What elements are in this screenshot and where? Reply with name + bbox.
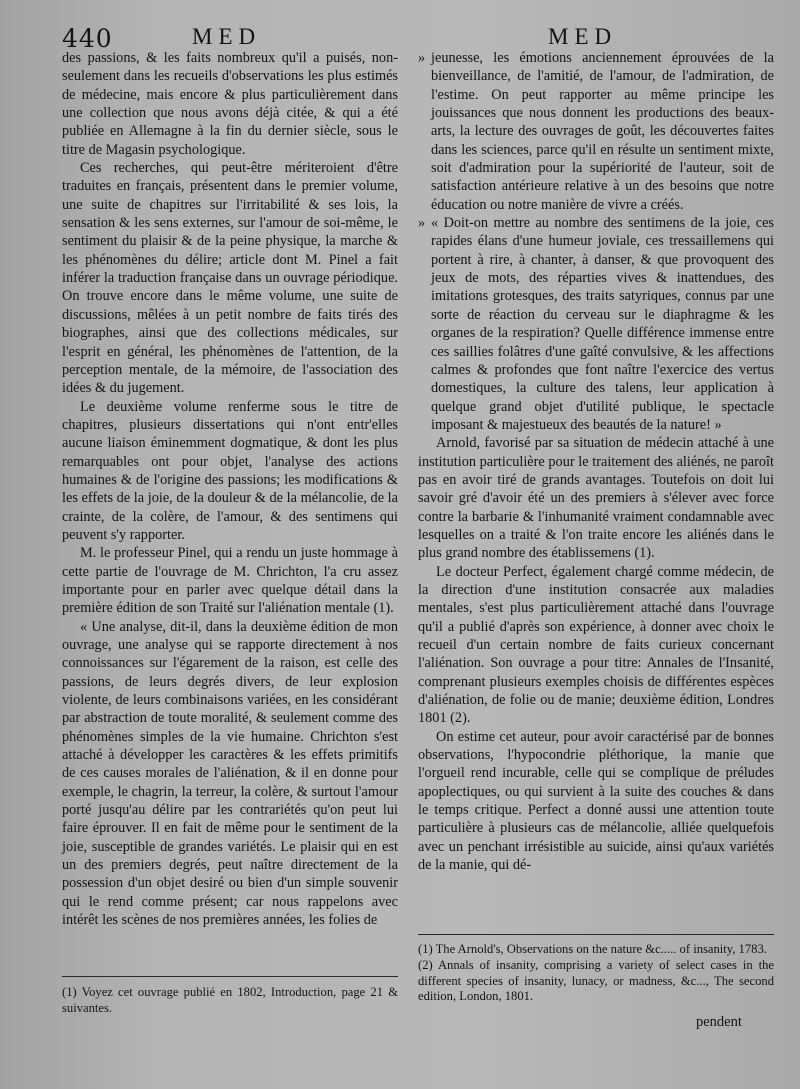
paragraph: Le docteur Perfect, également chargé comme médecin, de la direction d'une institution consacrée aux maladies mentales, s'est plus particulièrement attaché dans l'ouvrage qu'il a publié d'après son expérience, à donner avec choix le recueil d'un certain nombre de faits curieux concernant l'aliénation. Son ouvrage a pour titre: Annales de l'Insanité, comprenant plusieurs exemples choisis de différentes espèces d'aliénation, de folie ou de manie; deuxième édition, Londres 1801 (2).: [418, 563, 774, 727]
quoted-paragraph: » « Doit-on mettre au nombre des sentimens de la joie, ces rapides élans d'une humeur joviale, ces tressaillemens qui portent à rire, à chanter, à danser, & que provoquent des jeux de mots, des réparties vives & inattendues, des imitations grotesques, des traits satyriques, connus par une sorte de réaction du cerveau sur le diaphragme & les organes de la respiration? Quelle différence immense entre ces saillies folâtres d'une gaîté convulsive, & les affections calmes & profondes que font naître l'exercice des vertus domestiques, la culture des talens, leur application à quelque grand objet d'utilité publique, le spectacle imposant & majestueux des beautés de la nature! »: [418, 214, 774, 434]
paragraph: Arnold, favorisé par sa situation de médecin attaché à une institution particulière pour le traitement des aliénés, ne paroît pas en avoir tiré de grands avantages. Toutefois on doit lui savoir gré d'avoir été un des premiers à s'élever avec force contre la barbarie & l'inhumanité vraiment condamnable avec lesquelles on a traité & l'on traite encore les aliénés dans le plus grand nombre des établissemens (1).: [418, 435, 774, 562]
footnote-rule-right: [418, 934, 774, 935]
footnote: (2) Annals of insanity, comprising a variety of select cases in the different species of insanity, lunacy, or madness, &c..., The second edition, London, 1801.: [418, 957, 774, 1004]
footnote-rule-left: [62, 976, 398, 977]
paragraph: des passions, & les faits nombreux qu'il a puisés, non-seulement dans les recueils d'observations les plus estimés de médecine, mais encore & plus particulièrement dans une collection que nous avons déjà citée, & qui a été publiée en Allemagne à la fin du dernier siècle, sous le titre de Magasin psychologique.: [62, 50, 398, 158]
paragraph: M. le professeur Pinel, qui a rendu un juste hommage à cette partie de l'ouvrage de M. Chrichton, l'a cru assez importante pour en parler avec quelque détail dans la première édition de son Traité sur l'aliénation mentale (1).: [62, 545, 398, 617]
footnotes-left: [62, 985, 398, 1017]
footnote: (1) The Arnold's, Observations on the nature &c..... of insanity, 1783.: [418, 942, 767, 956]
page-number: 440: [62, 24, 113, 53]
footnotes-right: [418, 942, 774, 1005]
running-head-left: MED: [192, 24, 262, 49]
left-column: [62, 49, 398, 930]
quoted-paragraph: « Une analyse, dit-il, dans la deuxième édition de mon ouvrage, une analyse qui se rapporte directement à nos connoissances sur l'égarement de la raison, est celle des passions, de leurs degrés divers, de leur explosion violente, de leurs combinaisons variées, en les considérant par abstraction de toute moralité, & seulement comme des phénomènes simples de la vie humaine. Chrichton s'est attaché à développer les caractères & les effets primitifs de ces causes morales de l'aliénation, & il en donne pour exemple, le chagrin, la terreur, la colère, & surtout l'amour porté jusqu'au délire par les contrariétés qu'on peut lui faire éprouver. Il en fait de même pour le sentiment de la joie, susceptible de grandes variétés. Le plaisir qui en est un des premiers degrés, peut naître directement de la possession d'un objet desiré ou bien d'un simple souvenir qui le rend comme présent; car nous rappelons avec intérêt les scènes de nos premières années, les folies de: [62, 618, 398, 929]
running-head-right: MED: [548, 24, 618, 49]
paragraph: Le deuxième volume renferme sous le titre de chapitres, plusieurs dissertations qui n'ont entr'elles aucune liaison éminemment dogmatique, & dont les plus remarquables ont pour objet, l'analyse des actions humaines & de l'origine des passions; les modifications & les effets de la joie, de la douleur & de la mélancolie, de la crainte, de la colère, de l'amour, & des sentimens qui peuvent s'y rapporter.: [62, 398, 398, 543]
paragraph: On estime cet auteur, pour avoir caractérisé par de bonnes observations, l'hypocondrie pléthorique, la manie que l'orgueil rend incurable, celle qui se complique de préludes apoplectiques, ou qui survient à la suite des couches & dans le temps critique. Perfect a donné aussi une attention toute particulière à plusieurs cas de mélancolie, alliée quelquefois avec un penchant irrésistible au suicide, ainsi qu'aux variétés de la manie, qui dé-: [418, 728, 774, 874]
right-column: [418, 49, 774, 874]
catchword: pendent: [696, 1014, 742, 1030]
paragraph: Ces recherches, qui peut-être mériteroient d'être traduites en français, présentent dans le premier volume, une suite de chapitres sur l'irritabilité & ses lois, la sensation & les sens externes, sur l'amour de soi-même, le sentiment du plaisir & de la peine physique, la marche & les phénomènes du délire; article dont M. Pinel a fait inférer la traduction française dans un ouvrage périodique. On trouve encore dans le même volume, une suite de discussions, mêlées à un petit nombre de faits tirés des biographes, ainsi que des collections médicales, sur l'esprit en général, les phénomènes de l'attention, de la perception mentale, de la mémoire, de l'association des idées & du jugement.: [62, 160, 398, 397]
footnote: (1) Voyez cet ouvrage publié en 1802, Introduction, page 21 & suivantes.: [62, 985, 398, 1015]
quoted-paragraph: » jeunesse, les émotions anciennement éprouvées de la bienveillance, de l'amitié, de l'amour, de l'admiration, de l'estime. On peut rapporter au même principe les jouissances que nous donnent les productions des beaux-arts, la lecture des ouvrages de goût, les découvertes faites dans les sciences, parce qu'il en résulte un sentiment mixte, soit d'admiration pour la supériorité de l'auteur, soit de satisfaction antérieure relative à un des besoins que notre éducation ou notre manière de vivre a créés.: [418, 49, 774, 214]
